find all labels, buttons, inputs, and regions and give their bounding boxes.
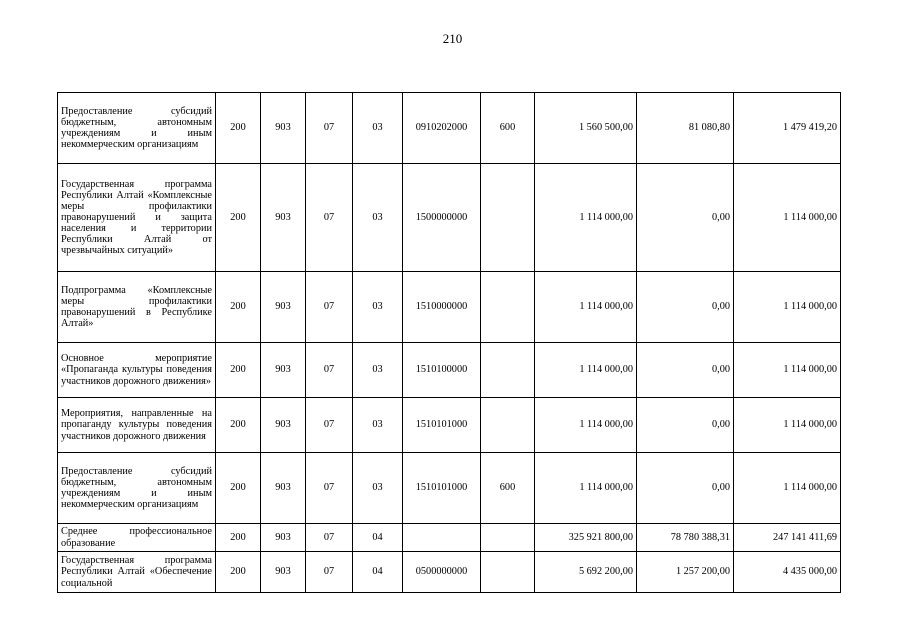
- admin-code: 200: [216, 398, 261, 453]
- section-code: 07: [306, 164, 353, 272]
- table-row: [58, 272, 841, 343]
- grbs-code: 903: [261, 343, 306, 398]
- expense-type-code: 600: [481, 453, 535, 524]
- row-name: Мероприятия, направленные на пропаганду культуры поведения участников дорожного движения: [58, 398, 216, 453]
- grbs-code: 903: [261, 453, 306, 524]
- row-name: Государственная программа Республики Алтай «Обеспечение социальной: [58, 552, 216, 593]
- table-row: [58, 453, 841, 524]
- expense-type-code: [481, 552, 535, 593]
- table-row: [58, 552, 841, 593]
- page-number: 210: [442, 31, 463, 46]
- amount-1: 5 692 200,00: [535, 552, 637, 593]
- amount-3: 1 114 000,00: [734, 272, 841, 343]
- admin-code: 200: [216, 453, 261, 524]
- subsection-code: 03: [353, 93, 403, 164]
- row-name: Подпрограмма «Комплексные меры профилактики правонарушений в Республике Алтай»: [58, 272, 216, 343]
- row-name: Предоставление субсидий бюджетным, автономным учреждениям и иным некоммерческим организациям: [58, 93, 216, 164]
- grbs-code: 903: [261, 524, 306, 552]
- amount-3: 4 435 000,00: [734, 552, 841, 593]
- amount-2: 0,00: [637, 272, 734, 343]
- target-article-code: 1510000000: [403, 272, 481, 343]
- target-article-code: 0500000000: [403, 552, 481, 593]
- grbs-code: 903: [261, 398, 306, 453]
- amount-3: 1 114 000,00: [734, 164, 841, 272]
- amount-3: 247 141 411,69: [734, 524, 841, 552]
- amount-2: 1 257 200,00: [637, 552, 734, 593]
- amount-1: 1 114 000,00: [535, 453, 637, 524]
- subsection-code: 03: [353, 398, 403, 453]
- target-article-code: 1510101000: [403, 398, 481, 453]
- expense-type-code: [481, 343, 535, 398]
- row-name: Основное мероприятие «Пропаганда культуры поведения участников дорожного движения»: [58, 343, 216, 398]
- amount-1: 1 114 000,00: [535, 272, 637, 343]
- admin-code: 200: [216, 272, 261, 343]
- amount-2: 78 780 388,31: [637, 524, 734, 552]
- section-code: 07: [306, 524, 353, 552]
- amount-2: 0,00: [637, 398, 734, 453]
- amount-1: 1 114 000,00: [535, 343, 637, 398]
- section-code: 07: [306, 93, 353, 164]
- admin-code: 200: [216, 164, 261, 272]
- amount-1: 1 114 000,00: [535, 164, 637, 272]
- grbs-code: 903: [261, 164, 306, 272]
- target-article-code: [403, 524, 481, 552]
- table-row: [58, 398, 841, 453]
- subsection-code: 03: [353, 343, 403, 398]
- amount-2: 0,00: [637, 343, 734, 398]
- admin-code: 200: [216, 552, 261, 593]
- amount-3: 1 114 000,00: [734, 343, 841, 398]
- grbs-code: 903: [261, 93, 306, 164]
- row-name: Среднее профессиональное образование: [58, 524, 216, 552]
- row-name: Предоставление субсидий бюджетным, автономным учреждениям и иным некоммерческим организациям: [58, 453, 216, 524]
- target-article-code: 1510100000: [403, 343, 481, 398]
- subsection-code: 03: [353, 272, 403, 343]
- amount-1: 325 921 800,00: [535, 524, 637, 552]
- amount-3: 1 114 000,00: [734, 398, 841, 453]
- amount-3: 1 114 000,00: [734, 453, 841, 524]
- admin-code: 200: [216, 343, 261, 398]
- subsection-code: 04: [353, 552, 403, 593]
- grbs-code: 903: [261, 272, 306, 343]
- amount-1: 1 114 000,00: [535, 398, 637, 453]
- target-article-code: 0910202000: [403, 93, 481, 164]
- amount-3: 1 479 419,20: [734, 93, 841, 164]
- section-code: 07: [306, 552, 353, 593]
- row-name: Государственная программа Республики Алтай «Комплексные меры профилактики правонарушений и защита населения и территории Республики Алтай от чрезвычайных ситуаций»: [58, 164, 216, 272]
- amount-2: 0,00: [637, 164, 734, 272]
- table-row: [58, 164, 841, 272]
- expense-type-code: 600: [481, 93, 535, 164]
- subsection-code: 03: [353, 164, 403, 272]
- expense-type-code: [481, 398, 535, 453]
- grbs-code: 903: [261, 552, 306, 593]
- section-code: 07: [306, 272, 353, 343]
- amount-1: 1 560 500,00: [535, 93, 637, 164]
- target-article-code: 1500000000: [403, 164, 481, 272]
- section-code: 07: [306, 343, 353, 398]
- amount-2: 81 080,80: [637, 93, 734, 164]
- section-code: 07: [306, 398, 353, 453]
- expense-type-code: [481, 272, 535, 343]
- target-article-code: 1510101000: [403, 453, 481, 524]
- table-row: [58, 343, 841, 398]
- admin-code: 200: [216, 524, 261, 552]
- expense-type-code: [481, 164, 535, 272]
- table-row: [58, 93, 841, 164]
- admin-code: 200: [216, 93, 261, 164]
- budget-table: [57, 92, 841, 593]
- subsection-code: 03: [353, 453, 403, 524]
- subsection-code: 04: [353, 524, 403, 552]
- amount-2: 0,00: [637, 453, 734, 524]
- expense-type-code: [481, 524, 535, 552]
- table-row: [58, 524, 841, 552]
- section-code: 07: [306, 453, 353, 524]
